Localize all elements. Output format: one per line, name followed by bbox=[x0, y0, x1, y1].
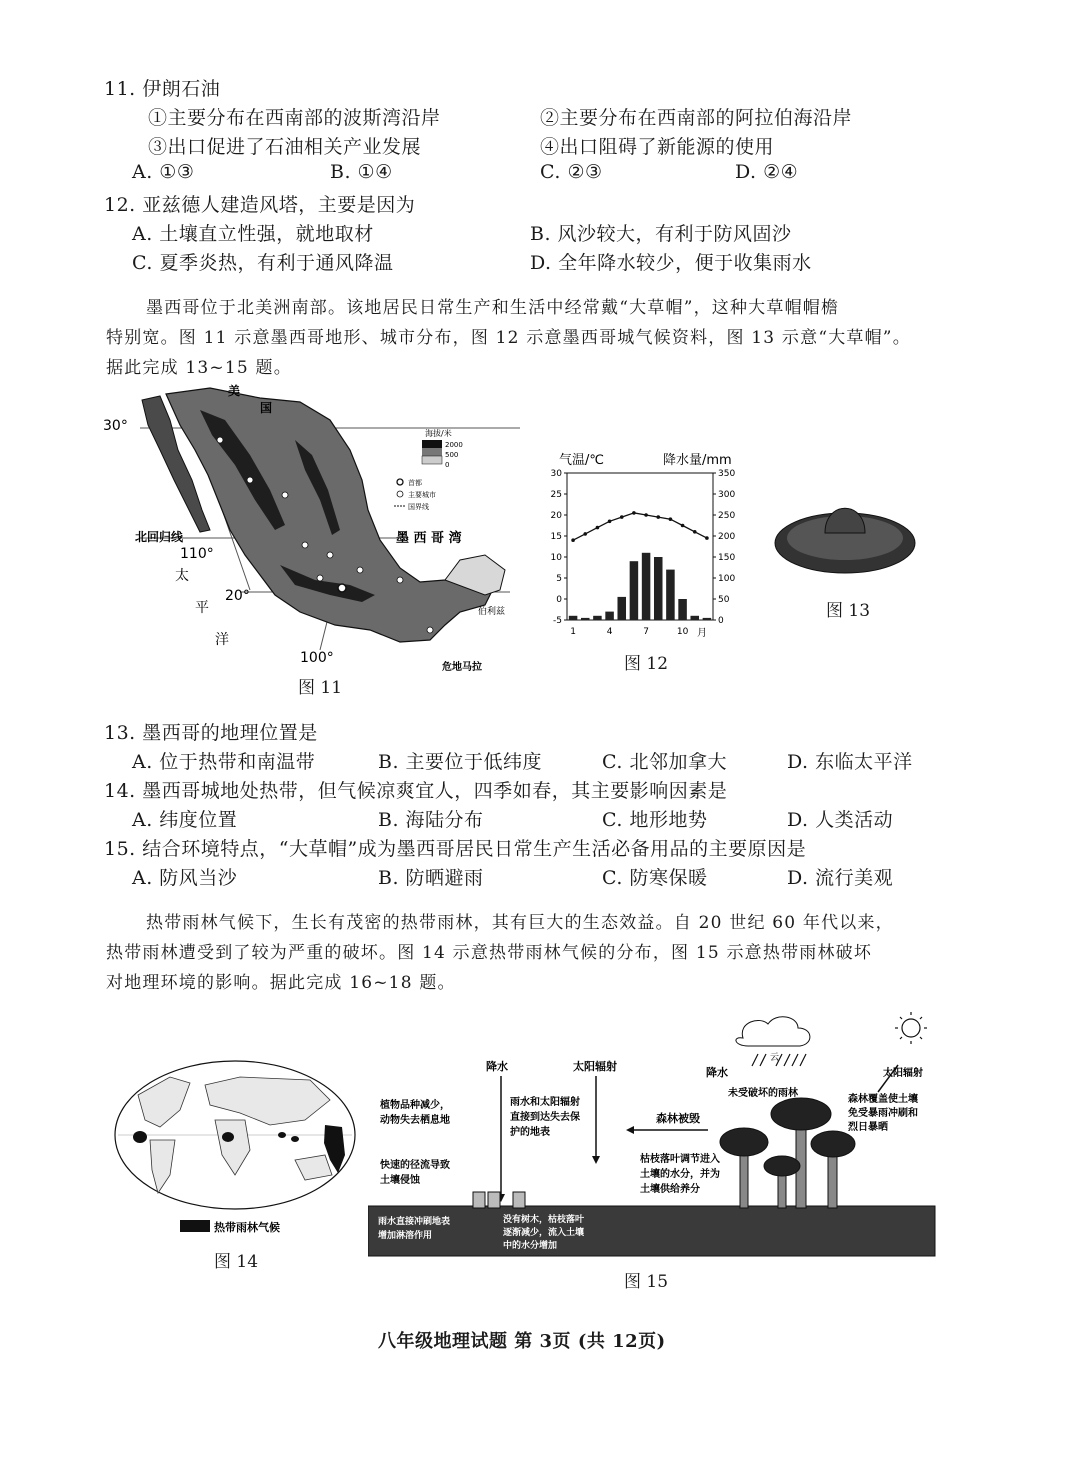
left-tick-label: 15 bbox=[550, 532, 562, 542]
passage2-line1: 热带雨林气候下，生长有茂密的热带雨林，其有巨大的生态效益。自 20 世纪 60 年代以来， bbox=[146, 913, 894, 933]
figure-13-caption: 图 13 bbox=[826, 601, 871, 621]
plot-frame bbox=[567, 473, 713, 620]
legend-500: 500 bbox=[445, 451, 459, 459]
right-tick-label: 350 bbox=[718, 469, 736, 479]
legend-label: 热带雨林气候 bbox=[214, 1221, 280, 1234]
legend-border: 国界线 bbox=[408, 503, 429, 511]
precip-bar bbox=[642, 553, 651, 620]
cloud-icon bbox=[736, 1017, 810, 1046]
month-unit: 月 bbox=[697, 628, 707, 639]
right-tick-label: 200 bbox=[718, 532, 736, 542]
precip-bar bbox=[666, 570, 675, 620]
q14-stem: 14. 墨西哥城地处热带，但气候凉爽宜人，四季如春，其主要影响因素是 bbox=[104, 780, 728, 802]
temp-axis-label: 气温/℃ bbox=[559, 453, 604, 468]
usa-label-1: 美 bbox=[228, 384, 241, 398]
usa-label-2: 国 bbox=[260, 401, 273, 415]
tree-stumps bbox=[473, 1192, 525, 1208]
pacific-label-1: 太 bbox=[175, 568, 189, 584]
figure-12-climate-chart bbox=[545, 448, 745, 648]
right-tick-label: 300 bbox=[718, 490, 736, 500]
ground-note-2b: 逐渐减少，流入土壤 bbox=[503, 1228, 585, 1238]
passage1-line1: 墨西哥位于北美洲南部。该地居民日常生产和生活中经常戴“大草帽”，这种大草帽帽檐 bbox=[146, 298, 840, 318]
forest-label: 未受破坏的雨林 bbox=[728, 1088, 798, 1099]
q14-option-d: D. 人类活动 bbox=[787, 809, 894, 831]
figure-15-diagram bbox=[368, 1010, 943, 1270]
q14-option-c: C. 地形地势 bbox=[602, 809, 708, 831]
q15-stem: 15. 结合环境特点，“大草帽”成为墨西哥居民日常生产生活必备用品的主要原因是 bbox=[104, 838, 807, 860]
litter-note-1: 枯枝落叶调节进入 bbox=[640, 1154, 720, 1165]
ground-note-2a: 没有树木，枯枝落叶 bbox=[503, 1215, 585, 1225]
passage2-line3: 对地理环境的影响。据此完成 16~18 题。 bbox=[106, 973, 456, 993]
q12-option-b: B. 风沙较大，有利于防风固沙 bbox=[530, 223, 792, 245]
left-tick-label: 0 bbox=[556, 595, 562, 605]
sun-icon bbox=[895, 1012, 927, 1044]
cover-note-2: 免受暴雨冲刷和 bbox=[848, 1108, 918, 1119]
precip-bar bbox=[678, 599, 687, 620]
temperature-point bbox=[596, 526, 600, 530]
guatemala-label: 危地马拉 bbox=[442, 662, 482, 673]
destroyed-label: 森林被毁 bbox=[656, 1112, 700, 1125]
left-tick-label: 30 bbox=[550, 469, 562, 479]
x-tick-label: 1 bbox=[570, 627, 576, 637]
legend-swatch bbox=[180, 1220, 210, 1232]
q11-statement-2: ②主要分布在西南部的阿拉伯海沿岸 bbox=[540, 107, 853, 129]
capital-marker bbox=[338, 584, 346, 592]
figure-12-caption: 图 12 bbox=[624, 654, 669, 674]
figure-14-world-map bbox=[110, 1055, 360, 1255]
right-tick-label: 250 bbox=[718, 511, 736, 521]
q11-statement-4: ④出口阻碍了新能源的使用 bbox=[540, 136, 775, 158]
left-tick-label: 5 bbox=[556, 574, 562, 584]
impact-notes-left bbox=[379, 1095, 580, 1186]
forest-cover-note bbox=[847, 1092, 918, 1133]
q11-option-c: C. ②③ bbox=[540, 161, 603, 183]
figure-13-sombrero bbox=[770, 488, 920, 578]
q14-option-a: A. 纬度位置 bbox=[132, 809, 238, 831]
q13-stem: 13. 墨西哥的地理位置是 bbox=[104, 722, 318, 744]
lat-20-label: 20° bbox=[225, 588, 250, 604]
right-tick-label: 50 bbox=[718, 595, 730, 605]
q12-stem: 12. 亚兹德人建造风塔，主要是因为 bbox=[104, 194, 416, 216]
q13-option-a: A. 位于热带和南温带 bbox=[132, 751, 316, 773]
note-rain-solar-1: 雨水和太阳辐射 bbox=[510, 1097, 580, 1108]
x-tick-label: 4 bbox=[606, 627, 613, 637]
right-tick-label: 100 bbox=[718, 574, 736, 584]
note-rain-solar-3: 护的地表 bbox=[510, 1127, 550, 1138]
q15-option-b: B. 防晒避雨 bbox=[378, 867, 484, 889]
q13-option-b: B. 主要位于低纬度 bbox=[378, 751, 543, 773]
precip-bar bbox=[690, 616, 699, 620]
temperature-point bbox=[632, 511, 636, 515]
right-tick-label: 150 bbox=[718, 553, 736, 563]
tropic-label: 北回归线 bbox=[135, 530, 184, 544]
solar-left-label: 太阳辐射 bbox=[573, 1060, 617, 1073]
precip-bar bbox=[581, 618, 590, 620]
q14-option-b: B. 海陆分布 bbox=[378, 809, 484, 831]
cover-note-1: 森林覆盖使土壤 bbox=[848, 1094, 918, 1105]
temperature-point bbox=[693, 530, 697, 534]
note-runoff-2: 土壤侵蚀 bbox=[380, 1175, 420, 1186]
page-footer: 八年级地理试题 第 3页 (共 12页) bbox=[378, 1331, 666, 1352]
q11-option-b: B. ①④ bbox=[330, 161, 393, 183]
q11-statement-1: ①主要分布在西南部的波斯湾沿岸 bbox=[148, 107, 441, 129]
pacific-label-3: 洋 bbox=[215, 632, 229, 648]
ground-note-2c: 中的水分增加 bbox=[503, 1241, 558, 1251]
legend-elevation-title: 海拔/米 bbox=[425, 429, 452, 438]
litter-note bbox=[640, 1152, 720, 1195]
temperature-line bbox=[573, 513, 707, 540]
precip-bar bbox=[605, 612, 614, 620]
lon-100-label: 100° bbox=[300, 650, 334, 666]
temperature-point bbox=[583, 532, 587, 536]
rain-left-label: 降水 bbox=[486, 1060, 508, 1073]
precip-bar bbox=[630, 561, 639, 620]
temperature-point bbox=[644, 513, 648, 517]
fig11-legend bbox=[394, 428, 463, 511]
note-rain-solar-2: 直接到达失去保 bbox=[510, 1112, 580, 1123]
belize-label: 伯利兹 bbox=[478, 607, 506, 617]
temperature-point bbox=[705, 536, 709, 540]
note-runoff-1: 快速的径流导致 bbox=[380, 1160, 450, 1171]
temperature-point bbox=[620, 515, 624, 519]
solar-right-label: 太阳辐射 bbox=[883, 1068, 923, 1079]
temperature-point bbox=[656, 515, 660, 519]
legend-0: 0 bbox=[445, 461, 450, 469]
left-tick-label: 10 bbox=[550, 553, 562, 563]
left-tick-label: -5 bbox=[553, 616, 562, 626]
q15-option-a: A. 防风当沙 bbox=[132, 867, 238, 889]
precip-bar bbox=[593, 616, 602, 620]
temperature-point bbox=[608, 520, 612, 524]
passage1-line2: 特别宽。图 11 示意墨西哥地形、城市分布，图 12 示意墨西哥城气候资料，图 13 示意“大草帽”。 bbox=[106, 328, 911, 348]
rain-right-label: 降水 bbox=[706, 1066, 728, 1079]
q11-stem: 11. 伊朗石油 bbox=[104, 78, 221, 100]
q15-option-d: D. 流行美观 bbox=[787, 867, 894, 889]
passage1-line3: 据此完成 13~15 题。 bbox=[106, 358, 292, 378]
litter-note-3: 土壤供给养分 bbox=[640, 1184, 700, 1195]
precip-bar bbox=[654, 557, 663, 620]
temperature-point bbox=[681, 524, 685, 528]
note-species-2: 动物失去栖息地 bbox=[380, 1115, 450, 1126]
ground-note-1a: 雨水直接冲刷地表 bbox=[378, 1217, 451, 1227]
left-tick-label: 20 bbox=[550, 511, 562, 521]
legend-2000: 2000 bbox=[445, 441, 463, 449]
q15-option-c: C. 防寒保暖 bbox=[602, 867, 708, 889]
legend-city: 主要城市 bbox=[408, 491, 436, 499]
temperature-point bbox=[571, 538, 575, 542]
precip-bar bbox=[703, 618, 712, 620]
ground-note-1b: 增加淋溶作用 bbox=[378, 1231, 433, 1241]
figure-11-caption: 图 11 bbox=[298, 678, 343, 698]
gulf-label: 墨 西 哥 湾 bbox=[396, 531, 462, 546]
q12-option-d: D. 全年降水较少，便于收集雨水 bbox=[530, 252, 812, 274]
q13-option-d: D. 东临太平洋 bbox=[787, 751, 913, 773]
q11-option-d: D. ②④ bbox=[735, 161, 799, 183]
figure-14-caption: 图 14 bbox=[214, 1252, 259, 1272]
precip-axis-label: 降水量/mm bbox=[663, 453, 732, 468]
legend-capital: 首都 bbox=[408, 479, 422, 487]
lon-110-label: 110° bbox=[180, 546, 214, 562]
left-tick-label: 25 bbox=[550, 490, 562, 500]
cover-note-3: 烈日暴晒 bbox=[848, 1122, 888, 1133]
q13-option-c: C. 北邻加拿大 bbox=[602, 751, 727, 773]
note-species-1: 植物品种减少， bbox=[380, 1100, 450, 1111]
passage2-line2: 热带雨林遭受到了较为严重的破坏。图 14 示意热带雨林气候的分布，图 15 示意热带雨林破坏 bbox=[106, 943, 873, 963]
precip-bar bbox=[617, 597, 626, 620]
cloud-label: 云 bbox=[770, 1053, 780, 1063]
rainforest-trees bbox=[720, 1098, 855, 1208]
precip-bar bbox=[569, 616, 578, 620]
q12-option-a: A. 土壤直立性强，就地取材 bbox=[132, 223, 374, 245]
litter-note-2: 土壤的水分，并为 bbox=[640, 1169, 720, 1180]
lat-30-label: 30° bbox=[103, 418, 128, 434]
x-tick-label: 10 bbox=[676, 627, 689, 637]
ground-layer bbox=[368, 1206, 935, 1256]
pacific-label-2: 平 bbox=[195, 600, 209, 616]
figure-15-caption: 图 15 bbox=[624, 1272, 669, 1292]
q11-statement-3: ③出口促进了石油相关产业发展 bbox=[148, 136, 422, 158]
right-tick-label: 0 bbox=[718, 616, 724, 626]
temperature-point bbox=[669, 517, 673, 521]
q11-option-a: A. ①③ bbox=[132, 161, 195, 183]
sombrero-crown bbox=[825, 508, 865, 533]
q12-option-c: C. 夏季炎热，有利于通风降温 bbox=[132, 252, 394, 274]
x-tick-label: 7 bbox=[643, 627, 649, 637]
figure-11-map bbox=[100, 380, 530, 680]
